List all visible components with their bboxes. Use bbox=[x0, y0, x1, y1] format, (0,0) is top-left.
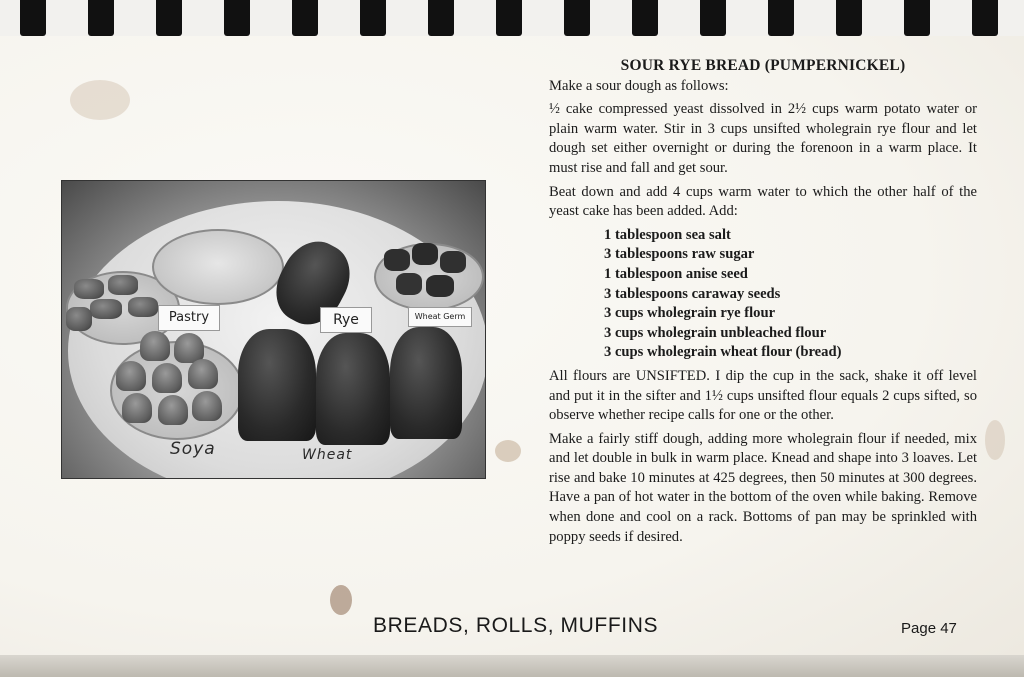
ingredient-item: 3 tablespoons raw sugar bbox=[604, 246, 755, 263]
wheat-germ-roll bbox=[412, 243, 438, 265]
page-number: Page 47 bbox=[901, 620, 957, 637]
soya-muffin bbox=[158, 395, 188, 425]
paper-stain bbox=[985, 420, 1005, 460]
wheat-germ-label: Wheat Germ bbox=[414, 312, 466, 321]
paper-stain bbox=[70, 80, 130, 120]
page-bottom-edge bbox=[0, 655, 1024, 677]
wheat-germ-roll bbox=[396, 273, 422, 295]
paper-stain bbox=[495, 440, 521, 462]
pastry bbox=[128, 297, 158, 317]
recipe-title: SOUR RYE BREAD (PUMPERNICKEL) bbox=[620, 57, 906, 74]
wheat-germ-label-card bbox=[408, 307, 472, 327]
recipe-paragraph-4: Make a fairly stiff dough, adding more wholegrain flour if needed, mix and let double in bulk in warm place. Knead and shape into 3 loaves. Let rise and bake 10 minutes at 425 degrees, then 50 minutes at 300 degrees. Have a pan of hot water in the bottom of the oven while baking. Remove when done and cool on a rack. Bottoms of pan may be sprinkled with poppy seeds if desired. bbox=[549, 430, 977, 545]
ingredient-item: 3 cups wholegrain rye flour bbox=[604, 305, 776, 322]
soya-muffin bbox=[140, 331, 170, 361]
wheat-loaf bbox=[390, 327, 462, 439]
rye-label: Rye bbox=[333, 312, 359, 328]
soya-muffin bbox=[122, 393, 152, 423]
wheat-loaf bbox=[238, 329, 316, 441]
recipe-intro: Make a sour dough as follows: bbox=[549, 77, 729, 94]
soya-muffin bbox=[188, 359, 218, 389]
recipe-paragraph-3: All flours are UNSIFTED. I dip the cup in the sack, shake it off level and put it in the sifter and 1½ cups unsifted flour equals 2 cups sifted, so observe whether recipe calls for one or the other. bbox=[549, 367, 977, 424]
paper-stain bbox=[330, 585, 352, 615]
ingredient-item: 3 cups wholegrain wheat flour (bread) bbox=[604, 344, 842, 361]
ingredient-item: 3 cups wholegrain unbleached flour bbox=[604, 324, 827, 341]
pastry bbox=[66, 307, 92, 331]
pastry-label: Pastry bbox=[168, 310, 210, 325]
soya-muffin bbox=[192, 391, 222, 421]
ingredient-item: 1 tablespoon anise seed bbox=[604, 265, 748, 282]
wheat-germ-roll bbox=[440, 251, 466, 273]
ingredient-item: 1 tablespoon sea salt bbox=[604, 226, 731, 243]
recipe-paragraph-2: Beat down and add 4 cups warm water to which the other half of the yeast cake has been added. Add: bbox=[549, 183, 977, 220]
pastry bbox=[108, 275, 138, 295]
wheat-germ-roll bbox=[426, 275, 454, 297]
pastry-label-card bbox=[158, 305, 220, 331]
bread-photograph bbox=[61, 180, 486, 479]
recipe-paragraph-1: ½ cake compressed yeast dissolved in 2½ cups warm potato water or plain warm water. Stir in 3 cups unsifted wholegrain rye flour and let dough set either overnight or during the forenoon in a warm place. It must rise and fall and get sour. bbox=[549, 101, 977, 176]
soya-label: Soya bbox=[170, 439, 216, 459]
glass-plate bbox=[152, 229, 284, 305]
spiral-binding bbox=[0, 0, 1024, 36]
rye-label-card bbox=[320, 307, 372, 333]
soya-muffin bbox=[152, 363, 182, 393]
wheat-label: Wheat bbox=[302, 447, 353, 463]
pastry bbox=[74, 279, 104, 299]
wheat-germ-roll bbox=[384, 249, 410, 271]
wheat-loaf bbox=[316, 333, 390, 445]
recipe-text bbox=[549, 56, 977, 551]
soya-muffin bbox=[116, 361, 146, 391]
ingredient-item: 3 tablespoons caraway seeds bbox=[604, 285, 781, 302]
ingredient-list bbox=[604, 226, 977, 363]
section-title: BREADS, ROLLS, MUFFINS bbox=[373, 614, 659, 637]
pastry bbox=[90, 299, 122, 319]
